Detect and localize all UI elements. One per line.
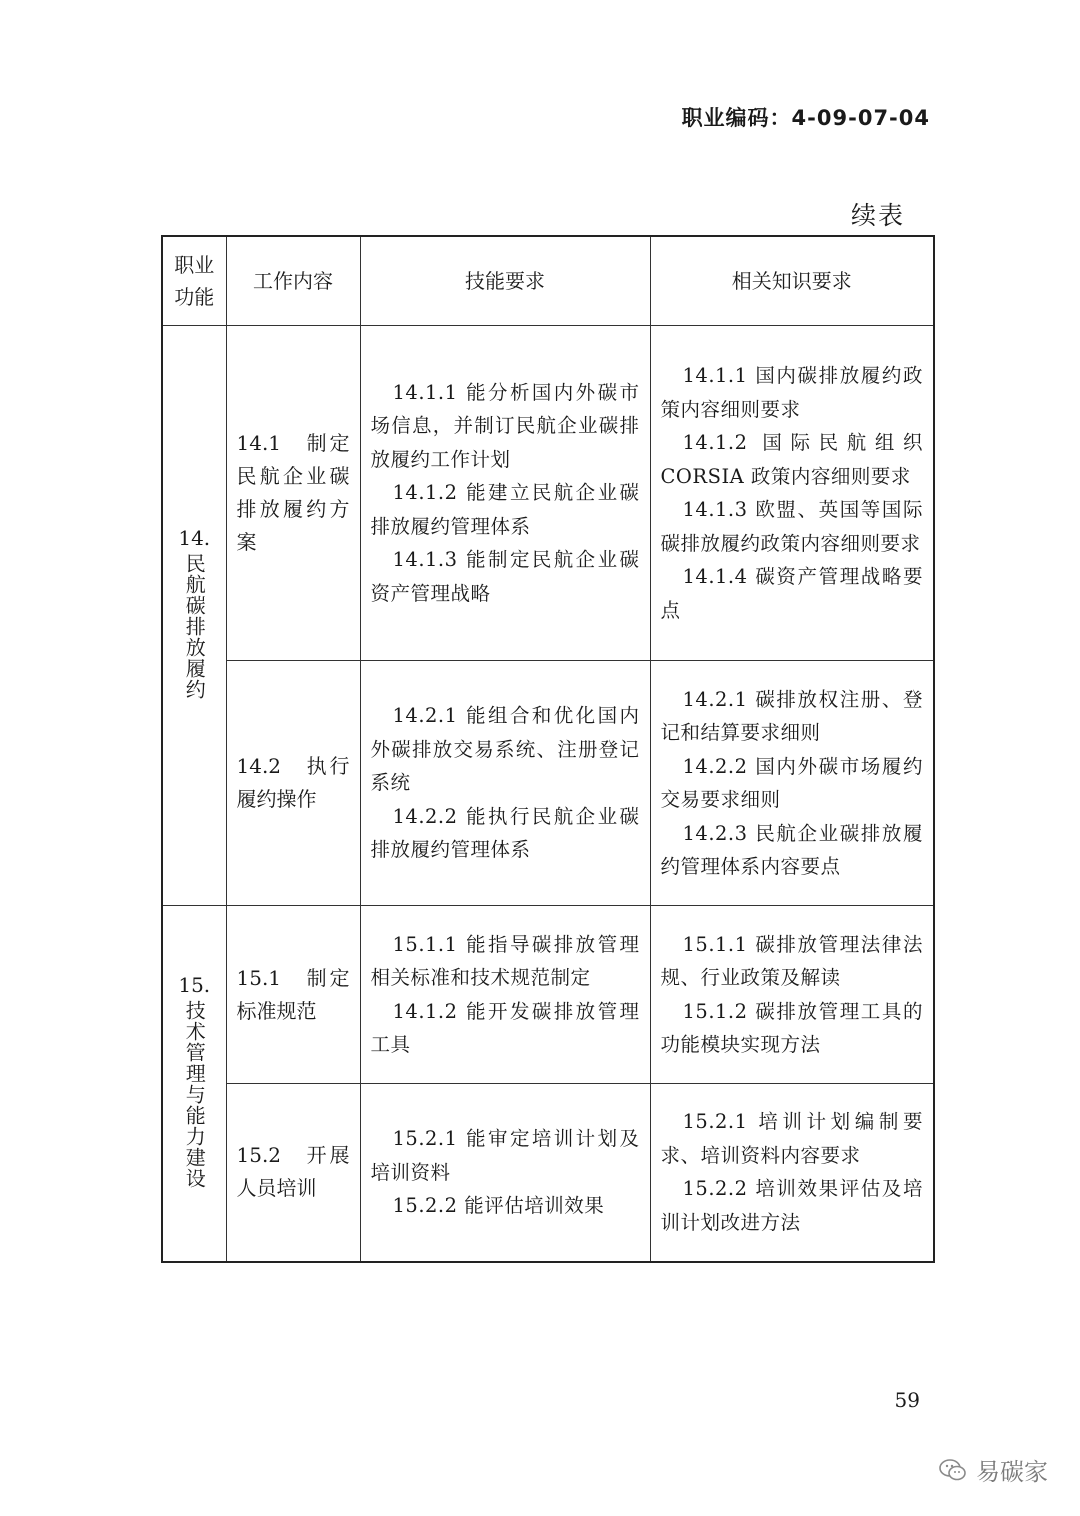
function-number: 14. (178, 526, 211, 550)
table-row (162, 1084, 934, 1262)
watermark (938, 1452, 1048, 1487)
table-row (162, 661, 934, 906)
function-cell (162, 906, 226, 1262)
function-name: 民航碳排放履约 (182, 553, 207, 700)
continued-label: 续表 (850, 201, 905, 230)
skills-cell: 14.1.1 能分析国内外碳市场信息，并制订民航企业碳排放履约工作计划 14.1.2 能建立民航企业碳排放履约管理体系 14.1.3 能制定民航企业碳资产管理战略 (360, 326, 650, 661)
knowledge-cell: 15.1.1 碳排放管理法律法规、行业政策及解读 15.1.2 碳排放管理工具的功能模块实现方法 (650, 906, 934, 1084)
work-content-cell: 14.1 制定民航企业碳排放履约方案 (226, 326, 360, 661)
function-name: 技术管理与能力建设 (182, 999, 207, 1189)
skills-cell: 15.2.1 能审定培训计划及培训资料 15.2.2 能评估培训效果 (360, 1084, 650, 1262)
wechat-icon (938, 1457, 968, 1483)
header-knowledge: 相关知识要求 (650, 236, 934, 326)
work-content-cell: 15.2 开展人员培训 (226, 1084, 360, 1262)
skills-cell: 15.1.1 能指导碳排放管理相关标准和技术规范制定 14.1.2 能开发碳排放管理工具 (360, 906, 650, 1084)
header-content: 工作内容 (226, 236, 360, 326)
function-cell (162, 326, 226, 906)
header-func: 职业功能 (162, 236, 226, 326)
table-header-row (162, 236, 934, 326)
function-number: 15. (178, 972, 211, 997)
work-content-cell: 15.1 制定标准规范 (226, 906, 360, 1084)
watermark-text: 易碳家 (976, 1458, 1048, 1486)
knowledge-cell: 14.2.1 碳排放权注册、登记和结算要求细则 14.2.2 国内外碳市场履约交易要求细则 14.2.3 民航企业碳排放履约管理体系内容要点 (650, 661, 934, 906)
work-content-cell: 14.2 执行履约操作 (226, 661, 360, 906)
table-row (162, 906, 934, 1084)
header-skills: 技能要求 (360, 236, 650, 326)
table-row (162, 326, 934, 661)
knowledge-cell: 14.1.1 国内碳排放履约政策内容细则要求 14.1.2 国际民航组织CORSIA 政策内容细则要求 14.1.3 欧盟、英国等国际碳排放履约政策内容细则要求 14.1.4 碳资产管理战略要点 (650, 326, 934, 661)
knowledge-cell: 15.2.1 培训计划编制要求、培训资料内容要求 15.2.2 培训效果评估及培训计划改进方法 (650, 1084, 934, 1262)
standards-table (161, 235, 935, 1263)
page-number: 59 (894, 1388, 920, 1412)
occupation-code: 职业编码：4-09-07-04 (681, 106, 930, 130)
skills-cell: 14.2.1 能组合和优化国内外碳排放交易系统、注册登记系统 14.2.2 能执行民航企业碳排放履约管理体系 (360, 661, 650, 906)
